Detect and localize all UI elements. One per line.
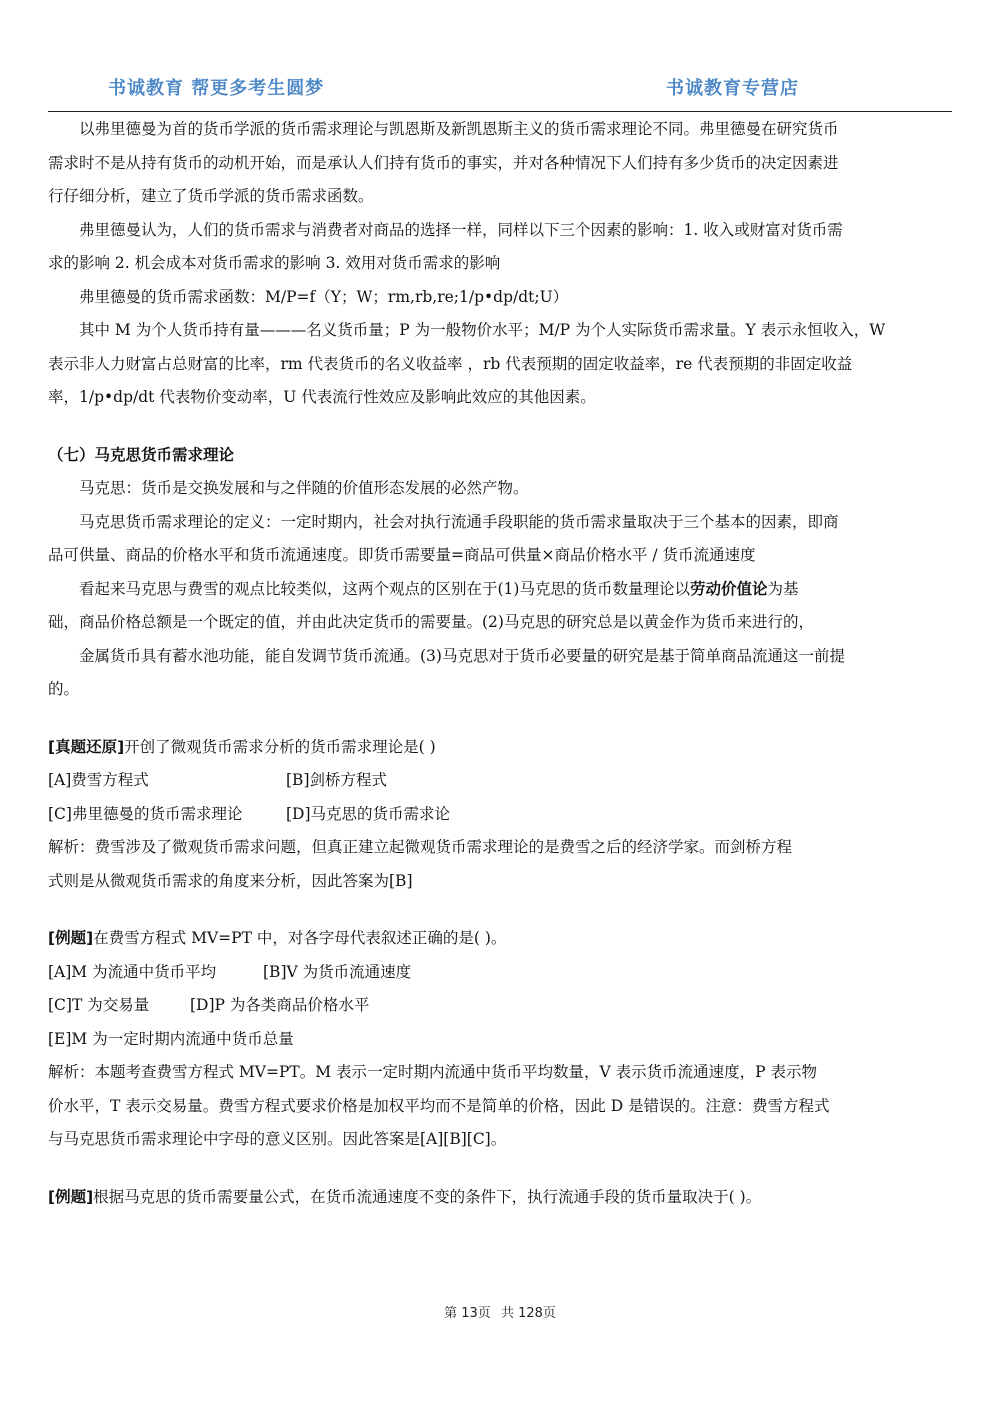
option-row: [E]M 为一定时期内流通中货币总量 xyxy=(48,1029,294,1048)
question-tag: [例题] xyxy=(48,929,94,947)
paragraph-line: 表示非人力财富占总财富的比率，rm 代表货币的名义收益率 ，rb 代表预期的固定收益率，re 代表预期的非固定收益 xyxy=(48,354,853,373)
paragraph-line: 马克思货币需求理论的定义：一定时期内，社会对执行流通手段职能的货币需求量取决于三个基本的因素，即商 xyxy=(48,512,839,531)
option-a: [A]M 为流通中货币平均 xyxy=(48,962,217,981)
paragraph-line: 的。 xyxy=(48,680,80,698)
page-total: 共 128页 xyxy=(500,1306,556,1321)
analysis-line: 解析：费雪涉及了微观货币需求问题，但真正建立起微观货币需求理论的是费雪之后的经济学家。而剑桥方程 xyxy=(48,838,793,856)
paragraph-line: 弗里德曼认为，人们的货币需求与消费者对商品的选择一样，同样以下三个因素的影响：1. 收入或财富对货币需 xyxy=(48,220,843,239)
option-row xyxy=(48,989,952,1023)
question-text: 在费雪方程式 MV=PT 中，对各字母代表叙述正确的是( )。 xyxy=(93,929,507,947)
header-left-title: 书诚教育 帮更多考生圆梦 xyxy=(108,78,325,99)
option-b: [B]剑桥方程式 xyxy=(286,771,387,789)
option-d: [D]P 为各类商品价格水平 xyxy=(190,996,370,1014)
question-line xyxy=(48,731,952,765)
section-heading: （七）马克思货币需求理论 xyxy=(48,445,235,464)
header-right-title: 书诚教育专营店 xyxy=(666,78,799,99)
paragraph-line: 品可供量、商品的价格水平和货币流通速度。即货币需要量=商品可供量×商品价格水平 / 货币流通速度 xyxy=(48,546,756,564)
question-line xyxy=(48,1181,952,1215)
paragraph-line: 础，商品价格总额是一个既定的值，并由此决定货币的需要量。(2)马克思的研究总是以黄金作为货币来进行的， xyxy=(48,613,814,631)
analysis-line: 解析：本题考查费雪方程式 MV=PT。M 表示一定时期内流通中货币平均数量，V 表示货币流通速度，P 表示物 xyxy=(48,1063,818,1081)
header-divider xyxy=(48,111,952,112)
option-c: [C]T 为交易量 xyxy=(48,996,150,1014)
question-text: 开创了微观货币需求分析的货币需求理论是( ) xyxy=(124,737,436,756)
paragraph-line xyxy=(48,573,952,607)
page-number: 第 13页 xyxy=(444,1306,491,1321)
question-tag: [真题还原] xyxy=(48,737,125,756)
text-run: 为基 xyxy=(767,579,799,598)
option-row xyxy=(48,764,952,798)
question-line xyxy=(48,922,952,956)
paragraph-line: 求的影响 2. 机会成本对货币需求的影响 3. 效用对货币需求的影响 xyxy=(48,254,501,272)
paragraph-line: 率，1/p•dp/dt 代表物价变动率，U 代表流行性效应及影响此效应的其他因素。 xyxy=(48,388,596,406)
option-row xyxy=(48,798,952,832)
analysis-line: 价水平，T 表示交易量。费雪方程式要求价格是加权平均而不是简单的价格，因此 D 是错误的。注意：费雪方程式 xyxy=(48,1096,830,1115)
option-a: [A]费雪方程式 xyxy=(48,771,149,789)
option-c: [C]弗里德曼的货币需求理论 xyxy=(48,804,243,823)
paragraph-line: 需求时不是从持有货币的动机开始，而是承认人们持有货币的事实，并对各种情况下人们持有多少货币的决定因素进 xyxy=(48,153,839,172)
analysis-line: 式则是从微观货币需求的角度来分析，因此答案为[B] xyxy=(48,871,413,890)
paragraph-line: 马克思：货币是交换发展和与之伴随的价值形态发展的必然产物。 xyxy=(48,479,529,497)
bold-term: 劳动价值论 xyxy=(689,579,768,598)
paragraph-line: 以弗里德曼为首的货币学派的货币需求理论与凯恩斯及新凯恩斯主义的货币需求理论不同。弗里德曼在研究货币 xyxy=(48,120,839,138)
document-body xyxy=(48,113,952,1214)
question-tag: [例题] xyxy=(48,1187,94,1206)
page-footer xyxy=(0,1302,1000,1321)
formula-line: 弗里德曼的货币需求函数：M/P=f（Y；W；rm,rb,re;1/p•dp/dt;U） xyxy=(48,287,569,306)
option-d: [D]马克思的货币需求论 xyxy=(286,804,451,823)
analysis-line: 与马克思货币需求理论中字母的意义区别。因此答案是[A][B][C]。 xyxy=(48,1130,507,1148)
paragraph-line: 其中 M 为个人货币持有量———名义货币量；P 为一般物价水平；M/P 为个人实际货币需求量。Y 表示永恒收入，W xyxy=(48,321,886,339)
text-run: 看起来马克思与费雪的观点比较类似，这两个观点的区别在于(1)马克思的货币数量理论以 xyxy=(48,579,690,598)
question-text: 根据马克思的货币需要量公式，在货币流通速度不变的条件下，执行流通手段的货币量取决于( )。 xyxy=(93,1187,762,1206)
paragraph-line: 行仔细分析，建立了货币学派的货币需求函数。 xyxy=(48,187,374,205)
option-row xyxy=(48,956,952,990)
paragraph-line: 金属货币具有蓄水池功能，能自发调节货币流通。(3)马克思对于货币必要量的研究是基于简单商品流通这一前提 xyxy=(48,646,845,665)
option-b: [B]V 为货币流通速度 xyxy=(263,962,412,981)
